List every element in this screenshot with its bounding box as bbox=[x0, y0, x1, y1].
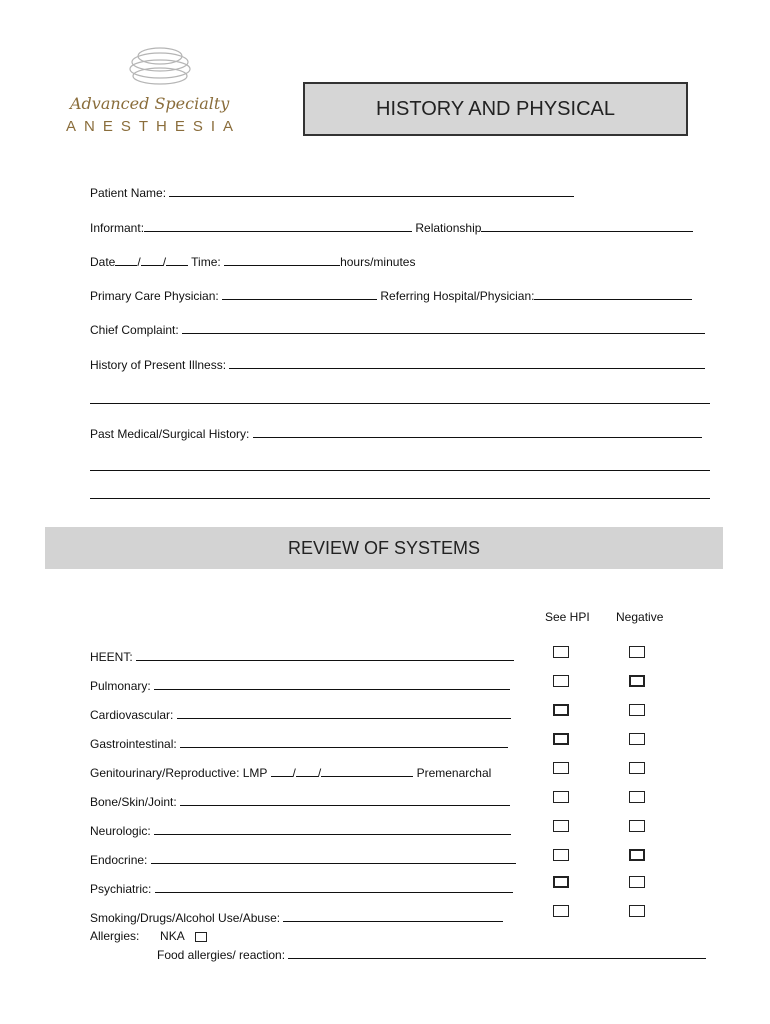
logo-ribbon-icon bbox=[125, 42, 195, 90]
food-allergies-field[interactable] bbox=[288, 947, 706, 959]
page-title: HISTORY AND PHYSICAL bbox=[303, 82, 688, 136]
see-hpi-checkbox-substance-use[interactable] bbox=[553, 905, 569, 917]
hours-minutes-label: hours/minutes bbox=[340, 255, 416, 269]
see-hpi-checkbox-heent[interactable] bbox=[553, 646, 569, 658]
nka-label: NKA bbox=[160, 929, 185, 943]
patient-name-label: Patient Name: bbox=[90, 186, 167, 200]
food-allergies-row bbox=[157, 947, 706, 962]
ros-field-pulmonary[interactable] bbox=[154, 678, 510, 690]
see-hpi-checkbox-gastrointestinal[interactable] bbox=[553, 733, 569, 745]
ros-label-bone-skin-joint: Bone/Skin/Joint: bbox=[90, 795, 177, 809]
see-hpi-column-header: See HPI bbox=[545, 610, 590, 624]
negative-checkbox-bone-skin-joint[interactable] bbox=[629, 791, 645, 803]
lmp-day-field[interactable] bbox=[296, 765, 318, 777]
see-hpi-checkbox-endocrine[interactable] bbox=[553, 849, 569, 861]
ros-field-psychiatric[interactable] bbox=[155, 881, 513, 893]
ros-row-bone-skin-joint bbox=[90, 794, 510, 809]
see-hpi-checkbox-cardiovascular[interactable] bbox=[553, 704, 569, 716]
chief-complaint-field[interactable] bbox=[182, 322, 705, 334]
ros-label-endocrine: Endocrine: bbox=[90, 853, 148, 867]
logo-text-line1: Advanced Specialty bbox=[70, 94, 230, 113]
ros-field-heent[interactable] bbox=[136, 649, 514, 661]
physician-row bbox=[90, 288, 692, 303]
logo-text-line2: ANESTHESIA bbox=[66, 118, 242, 135]
pcp-field[interactable] bbox=[222, 288, 377, 300]
see-hpi-checkbox-pulmonary[interactable] bbox=[553, 675, 569, 687]
chief-complaint-label: Chief Complaint: bbox=[90, 323, 179, 337]
referring-label: Referring Hospital/Physician: bbox=[380, 289, 535, 303]
ros-label-substance-use: Smoking/Drugs/Alcohol Use/Abuse: bbox=[90, 911, 281, 925]
see-hpi-checkbox-genitourinary[interactable] bbox=[553, 762, 569, 774]
referring-field[interactable] bbox=[534, 288, 692, 300]
patient-name-row bbox=[90, 185, 574, 200]
negative-checkbox-cardiovascular[interactable] bbox=[629, 704, 645, 716]
ros-row-psychiatric bbox=[90, 881, 513, 896]
relationship-label: Relationship bbox=[415, 221, 482, 235]
hpi-continuation-row bbox=[90, 392, 710, 407]
past-history-field[interactable] bbox=[253, 426, 702, 438]
negative-checkbox-heent[interactable] bbox=[629, 646, 645, 658]
informant-label: Informant: bbox=[90, 221, 145, 235]
negative-checkbox-genitourinary[interactable] bbox=[629, 762, 645, 774]
hpi-label: History of Present Illness: bbox=[90, 358, 227, 372]
time-label: Time: bbox=[191, 255, 221, 269]
lmp-year-field[interactable] bbox=[321, 765, 413, 777]
date-month-field[interactable] bbox=[115, 254, 137, 266]
ros-section-title: REVIEW OF SYSTEMS bbox=[45, 527, 723, 569]
past-history-continuation-row-2 bbox=[90, 487, 710, 502]
date-label: Date bbox=[90, 255, 116, 269]
ros-field-cardiovascular[interactable] bbox=[177, 707, 511, 719]
negative-checkbox-substance-use[interactable] bbox=[629, 905, 645, 917]
informant-row bbox=[90, 220, 693, 235]
ros-row-substance-use bbox=[90, 910, 503, 925]
see-hpi-checkbox-bone-skin-joint[interactable] bbox=[553, 791, 569, 803]
hpi-row bbox=[90, 357, 705, 372]
ros-row-gastrointestinal bbox=[90, 736, 508, 751]
relationship-field[interactable] bbox=[481, 220, 693, 232]
time-field[interactable] bbox=[224, 254, 340, 266]
ros-label-heent: HEENT: bbox=[90, 650, 133, 664]
ros-label-neurologic: Neurologic: bbox=[90, 824, 151, 838]
ros-label-pulmonary: Pulmonary: bbox=[90, 679, 151, 693]
company-logo bbox=[60, 42, 275, 142]
date-time-row: Date / / Time: hours/minutes bbox=[90, 255, 416, 269]
allergies-label: Allergies: bbox=[90, 929, 140, 943]
ros-field-endocrine[interactable] bbox=[151, 852, 516, 864]
date-day-field[interactable] bbox=[141, 254, 163, 266]
negative-checkbox-endocrine[interactable] bbox=[629, 849, 645, 861]
ros-label-cardiovascular: Cardiovascular: bbox=[90, 708, 174, 722]
allergies-row bbox=[90, 929, 207, 943]
premenarchal-label: Premenarchal bbox=[416, 766, 492, 780]
patient-name-field[interactable] bbox=[169, 185, 574, 197]
past-history-row bbox=[90, 426, 702, 441]
ros-field-bone-skin-joint[interactable] bbox=[180, 794, 510, 806]
past-history-continuation-row-1 bbox=[90, 459, 710, 474]
pcp-label: Primary Care Physician: bbox=[90, 289, 219, 303]
past-history-continuation-field-2[interactable] bbox=[90, 487, 710, 499]
ros-row-neurologic bbox=[90, 823, 511, 838]
ros-label-psychiatric: Psychiatric: bbox=[90, 882, 152, 896]
ros-row-endocrine bbox=[90, 852, 516, 867]
ros-label-genitourinary: Genitourinary/Reproductive: LMP bbox=[90, 766, 268, 780]
chief-complaint-row bbox=[90, 322, 705, 337]
negative-column-header: Negative bbox=[616, 610, 664, 624]
informant-field[interactable] bbox=[144, 220, 412, 232]
ros-field-gastrointestinal[interactable] bbox=[180, 736, 508, 748]
negative-checkbox-neurologic[interactable] bbox=[629, 820, 645, 832]
negative-checkbox-psychiatric[interactable] bbox=[629, 876, 645, 888]
nka-checkbox[interactable] bbox=[195, 932, 207, 942]
ros-field-neurologic[interactable] bbox=[154, 823, 511, 835]
hpi-field[interactable] bbox=[229, 357, 705, 369]
ros-row-cardiovascular bbox=[90, 707, 511, 722]
ros-row-genitourinary: Genitourinary/Reproductive: LMP / / Premenarchal bbox=[90, 766, 492, 780]
past-history-continuation-field-1[interactable] bbox=[90, 459, 710, 471]
past-history-label: Past Medical/Surgical History: bbox=[90, 427, 250, 441]
see-hpi-checkbox-psychiatric[interactable] bbox=[553, 876, 569, 888]
negative-checkbox-pulmonary[interactable] bbox=[629, 675, 645, 687]
ros-field-substance-use[interactable] bbox=[283, 910, 503, 922]
lmp-month-field[interactable] bbox=[271, 765, 293, 777]
ros-row-pulmonary bbox=[90, 678, 510, 693]
date-year-field[interactable] bbox=[166, 254, 188, 266]
ros-label-gastrointestinal: Gastrointestinal: bbox=[90, 737, 177, 751]
food-allergies-label: Food allergies/ reaction: bbox=[157, 948, 286, 962]
ros-row-heent bbox=[90, 649, 514, 664]
hpi-continuation-field[interactable] bbox=[90, 392, 710, 404]
see-hpi-checkbox-neurologic[interactable] bbox=[553, 820, 569, 832]
negative-checkbox-gastrointestinal[interactable] bbox=[629, 733, 645, 745]
